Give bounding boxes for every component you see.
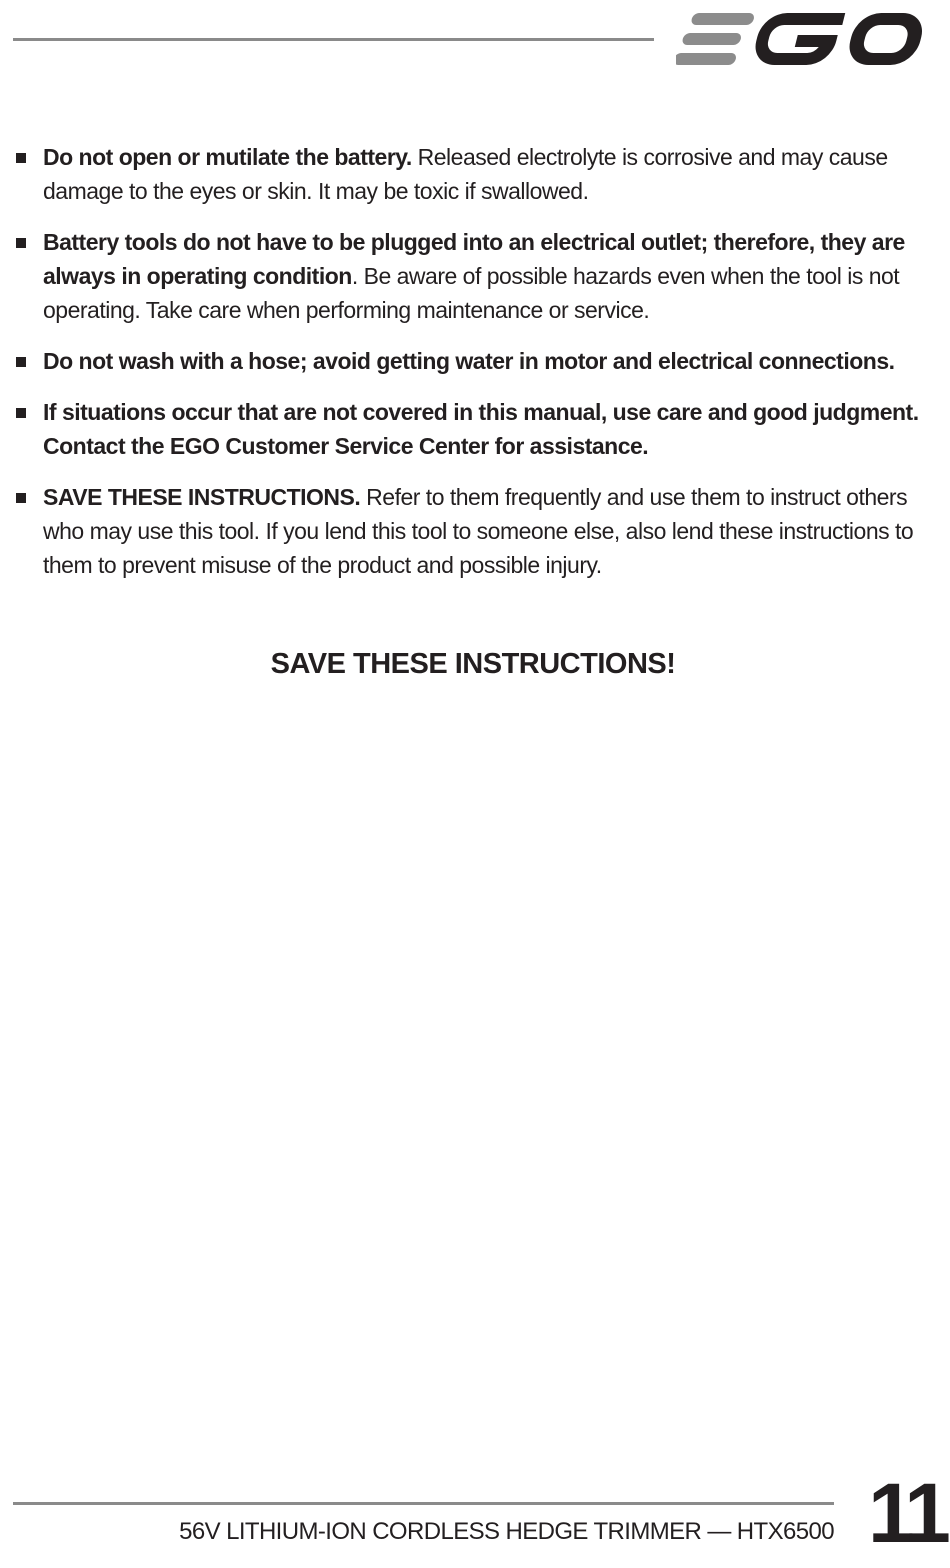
footer-title: 56V LITHIUM-ION CORDLESS HEDGE TRIMMER — HTX6500 (179, 1518, 834, 1545)
item-text: . Be aware of possible hazards even when the tool is not operating. Take care when performing maintenance or service. (43, 263, 900, 323)
closing-heading: SAVE THESE INSTRUCTIONS! (270, 648, 676, 680)
item-text: Released electrolyte is corrosive and may cause damage to the eyes or skin. It may be toxic if swallowed. (43, 144, 888, 204)
item-text: Refer to them frequently and use them to instruct others who may use this tool. If you lend this tool to someone else, also lend these instructions to them to prevent misuse of the product and possible injury. (43, 484, 914, 578)
page-number: 11 (868, 1466, 945, 1560)
square-bullet-icon (16, 357, 26, 367)
safety-content (14, 140, 924, 599)
item-bold-text: Do not wash with a hose; avoid getting water in motor and electrical connections. (43, 348, 895, 374)
ego-logo (676, 10, 932, 68)
safety-bullet-list (14, 140, 924, 582)
header-rule (13, 38, 654, 41)
square-bullet-icon (16, 238, 26, 248)
ego-logo-label: EGO (676, 10, 679, 11)
item-bold-text: Battery tools do not have to be plugged into an electrical outlet; therefore, they are always in operating condition (43, 229, 905, 289)
list-item (14, 395, 924, 463)
list-item (14, 480, 924, 582)
square-bullet-icon (16, 493, 26, 503)
square-bullet-icon (16, 408, 26, 418)
item-bold-text: SAVE THESE INSTRUCTIONS. (43, 484, 361, 510)
footer-rule (13, 1502, 834, 1505)
list-item (14, 140, 924, 208)
square-bullet-icon (16, 153, 26, 163)
list-item (14, 225, 924, 327)
item-bold-text: Do not open or mutilate the battery. (43, 144, 412, 170)
item-bold-text: If situations occur that are not covered in this manual, use care and good judgment. Contact the EGO Customer Service Center for assistance. (43, 399, 919, 459)
list-item (14, 344, 924, 378)
